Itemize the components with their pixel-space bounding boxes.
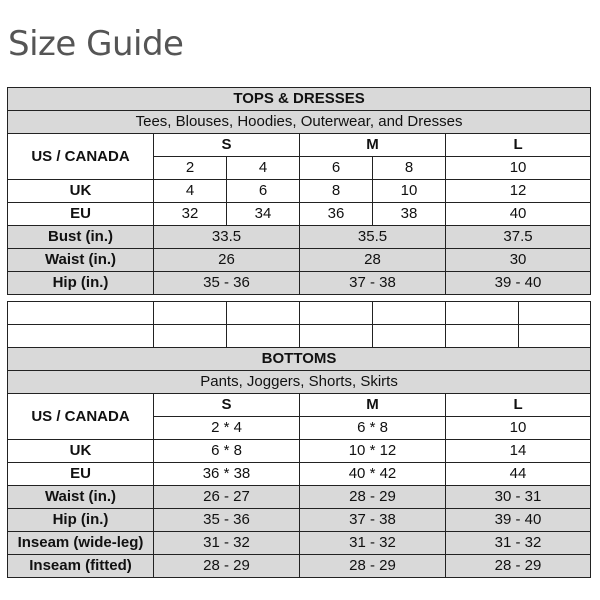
bottoms-measure-value: 37 - 38: [300, 509, 446, 532]
bottoms-hip-row: [8, 509, 591, 532]
tops-subheading: Tees, Blouses, Hoodies, Outerwear, and Dresses: [8, 111, 591, 134]
spacer-cell: [446, 302, 519, 325]
tops-us-value: 8: [373, 157, 446, 180]
tops-bust-row: [8, 226, 591, 249]
tops-hip-row: [8, 272, 591, 295]
bottoms-subheading: Pants, Joggers, Shorts, Skirts: [8, 371, 591, 394]
tops-size-label: US / CANADA: [8, 134, 154, 180]
bottoms-eu-value: 44: [446, 463, 591, 486]
tops-us-value: 6: [300, 157, 373, 180]
tops-size-table: [7, 87, 591, 295]
bottoms-uk-row: [8, 440, 591, 463]
bottoms-uk-label: UK: [8, 440, 154, 463]
bottoms-inseam-wide-row: [8, 532, 591, 555]
bottoms-eu-label: EU: [8, 463, 154, 486]
tops-eu-value: 32: [154, 203, 227, 226]
tops-uk-value: 12: [446, 180, 591, 203]
spacer-cell: [519, 325, 591, 348]
page-title: Size Guide: [8, 24, 184, 64]
bottoms-inseam-fitted-row: [8, 555, 591, 578]
bottoms-measure-value: 39 - 40: [446, 509, 591, 532]
bottoms-size-m: M: [300, 394, 446, 417]
bottoms-eu-value: 40 * 42: [300, 463, 446, 486]
tops-uk-label: UK: [8, 180, 154, 203]
tops-measure-value: 28: [300, 249, 446, 272]
bottoms-measure-value: 31 - 32: [154, 532, 300, 555]
tops-eu-value: 34: [227, 203, 300, 226]
tops-uk-value: 4: [154, 180, 227, 203]
tops-measure-value: 37 - 38: [300, 272, 446, 295]
tops-size-row: [8, 134, 591, 157]
tops-heading-row: [8, 88, 591, 111]
bottoms-heading-row: [8, 348, 591, 371]
bottoms-measure-label: Inseam (fitted): [8, 555, 154, 578]
spacer-cell: [8, 302, 154, 325]
spacer-row: [8, 325, 591, 348]
tops-eu-row: [8, 203, 591, 226]
tops-measure-value: 35 - 36: [154, 272, 300, 295]
bottoms-size-s: S: [154, 394, 300, 417]
bottoms-heading: BOTTOMS: [8, 348, 591, 371]
tops-eu-value: 36: [300, 203, 373, 226]
tops-measure-value: 33.5: [154, 226, 300, 249]
bottoms-uk-value: 14: [446, 440, 591, 463]
bottoms-us-value: 10: [446, 417, 591, 440]
tops-us-value: 2: [154, 157, 227, 180]
bottoms-eu-row: [8, 463, 591, 486]
tops-us-value: 10: [446, 157, 591, 180]
bottoms-eu-value: 36 * 38: [154, 463, 300, 486]
spacer-cell: [154, 325, 227, 348]
tops-heading: TOPS & DRESSES: [8, 88, 591, 111]
tops-measure-label: Hip (in.): [8, 272, 154, 295]
tops-measure-value: 30: [446, 249, 591, 272]
tops-uk-row: [8, 180, 591, 203]
bottoms-measure-value: 28 - 29: [300, 486, 446, 509]
tops-measure-label: Waist (in.): [8, 249, 154, 272]
tops-uk-value: 10: [373, 180, 446, 203]
bottoms-subheading-row: [8, 371, 591, 394]
tops-eu-value: 38: [373, 203, 446, 226]
bottoms-measure-label: Inseam (wide-leg): [8, 532, 154, 555]
bottoms-measure-label: Hip (in.): [8, 509, 154, 532]
bottoms-measure-value: 26 - 27: [154, 486, 300, 509]
spacer-cell: [227, 302, 300, 325]
tops-measure-value: 37.5: [446, 226, 591, 249]
tops-size-m: M: [300, 134, 446, 157]
bottoms-waist-row: [8, 486, 591, 509]
tops-measure-value: 35.5: [300, 226, 446, 249]
tops-subheading-row: [8, 111, 591, 134]
spacer-cell: [154, 302, 227, 325]
tops-measure-value: 39 - 40: [446, 272, 591, 295]
bottoms-us-value: 2 * 4: [154, 417, 300, 440]
tops-measure-label: Bust (in.): [8, 226, 154, 249]
spacer-cell: [446, 325, 519, 348]
bottoms-measure-value: 28 - 29: [446, 555, 591, 578]
bottoms-measure-value: 31 - 32: [446, 532, 591, 555]
tops-size-l: L: [446, 134, 591, 157]
bottoms-measure-value: 30 - 31: [446, 486, 591, 509]
spacer-cell: [300, 325, 373, 348]
bottoms-uk-value: 10 * 12: [300, 440, 446, 463]
bottoms-size-l: L: [446, 394, 591, 417]
bottoms-measure-value: 28 - 29: [154, 555, 300, 578]
spacer-cell: [300, 302, 373, 325]
tops-uk-value: 6: [227, 180, 300, 203]
tops-uk-value: 8: [300, 180, 373, 203]
bottoms-size-label: US / CANADA: [8, 394, 154, 440]
tops-us-value: 4: [227, 157, 300, 180]
bottoms-measure-label: Waist (in.): [8, 486, 154, 509]
bottoms-measure-value: 31 - 32: [300, 532, 446, 555]
bottoms-us-value: 6 * 8: [300, 417, 446, 440]
tops-measure-value: 26: [154, 249, 300, 272]
tops-size-s: S: [154, 134, 300, 157]
bottoms-measure-value: 28 - 29: [300, 555, 446, 578]
bottoms-measure-value: 35 - 36: [154, 509, 300, 532]
bottoms-size-row: [8, 394, 591, 417]
spacer-cell: [519, 302, 591, 325]
spacer-row: [8, 302, 591, 325]
tops-eu-label: EU: [8, 203, 154, 226]
spacer-cell: [8, 325, 154, 348]
spacer-cell: [373, 302, 446, 325]
tops-eu-value: 40: [446, 203, 591, 226]
spacer-cell: [227, 325, 300, 348]
tops-waist-row: [8, 249, 591, 272]
spacer-grid: [7, 301, 591, 348]
bottoms-uk-value: 6 * 8: [154, 440, 300, 463]
spacer-cell: [373, 325, 446, 348]
bottoms-size-table: [7, 347, 591, 578]
